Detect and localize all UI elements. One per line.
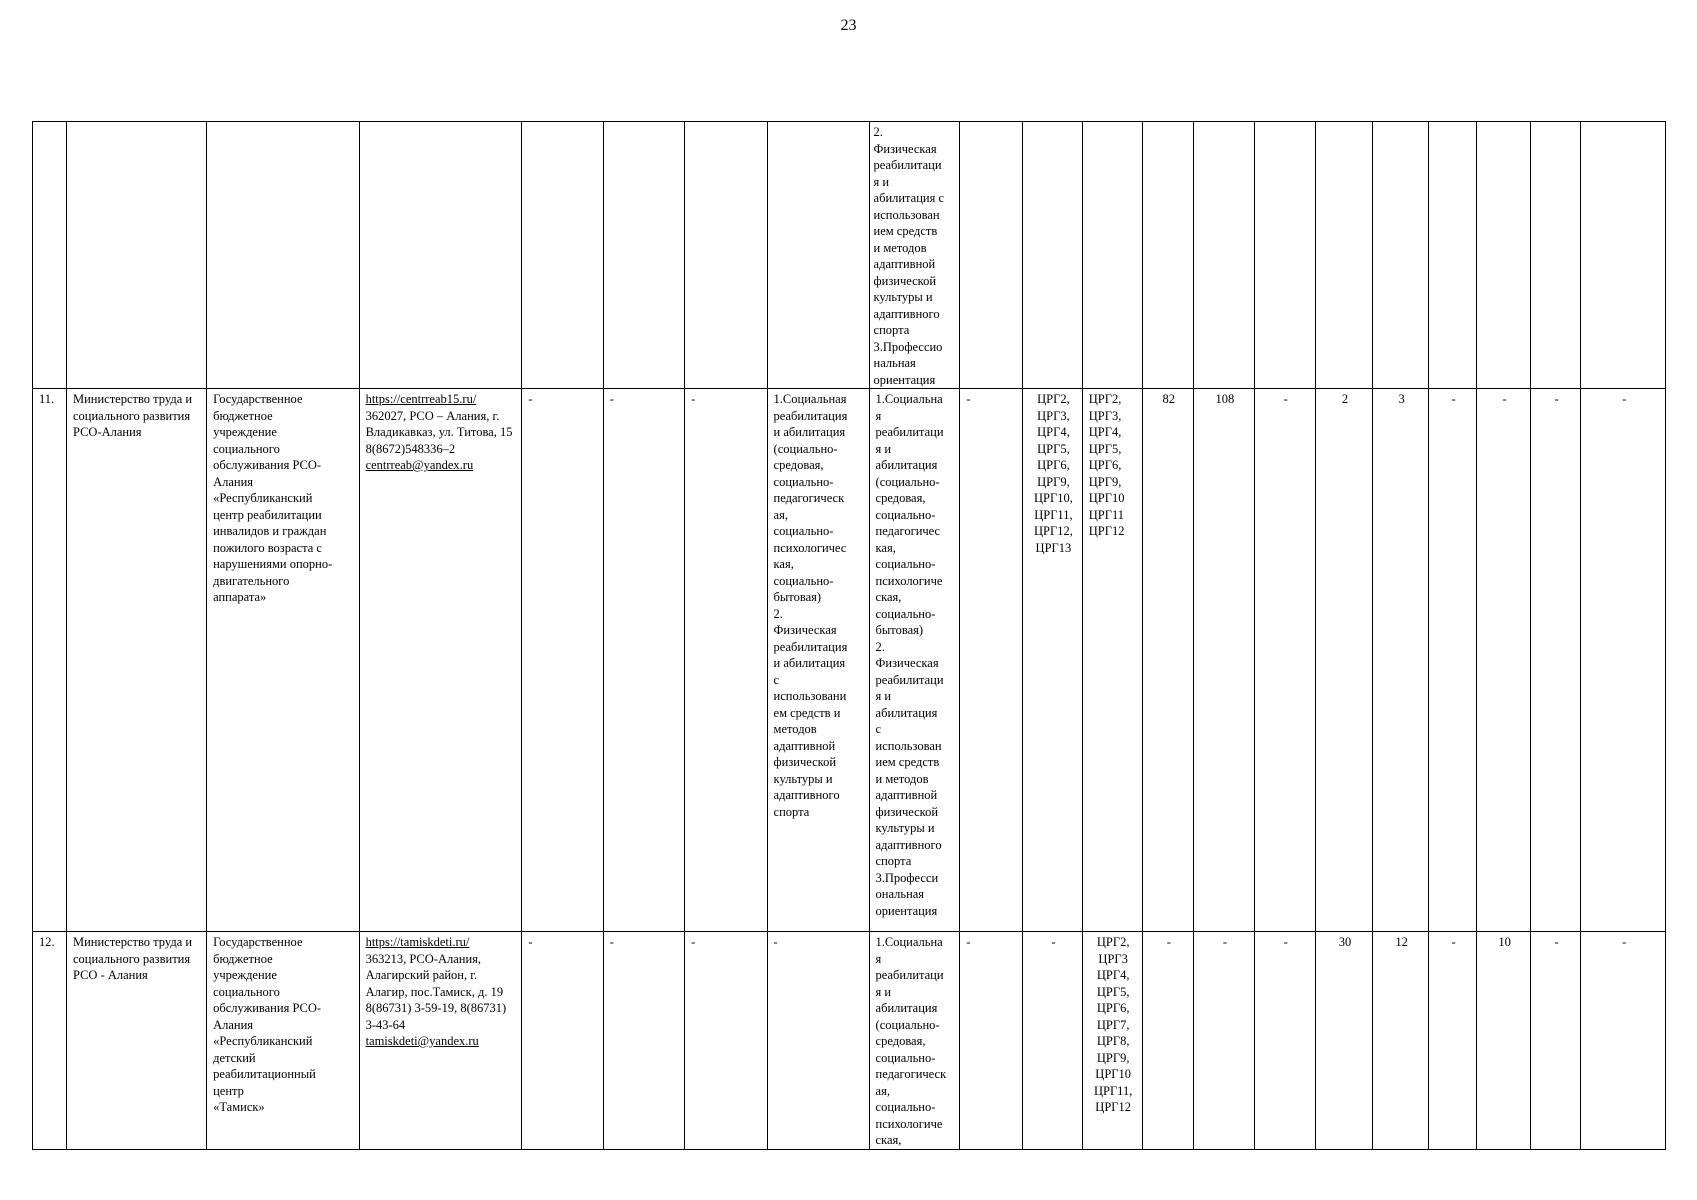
- website-link[interactable]: https://centrreab15.ru/: [365, 392, 477, 406]
- cell-col8: [767, 122, 869, 389]
- cell-col9: 1.Социальна я реабилитаци я и абилитация (социально- средовая, социально- педагогическ ая, социально- психологиче ская,: [869, 932, 960, 1150]
- cell-col18: [1428, 122, 1476, 389]
- email-link[interactable]: centrreab@yandex.ru: [365, 458, 474, 472]
- cell-col15: -: [1254, 932, 1315, 1150]
- cell-col21: -: [1581, 932, 1666, 1150]
- cell-col5: [522, 122, 603, 389]
- cell-col7: [685, 122, 767, 389]
- cell-col14: [1194, 122, 1255, 389]
- cell-ministry: Министерство труда и социального развития РСО-Алания: [66, 389, 206, 932]
- cell-col13: 82: [1142, 389, 1194, 932]
- cell-num: 12.: [33, 932, 67, 1150]
- cell-col11: -: [1023, 932, 1083, 1150]
- cell-col7: -: [685, 932, 767, 1150]
- cell-col17: 3: [1373, 389, 1429, 932]
- cell-institution: Государственное бюджетное учреждение социального обслуживания РСО- Алания «Республиканский детский реабилитационный центр «Тамиск»: [207, 932, 359, 1150]
- cell-col9: 1.Социальна я реабилитаци я и абилитация (социально- средовая, социально- педагогичес кая, социально- психологиче ская, социально- бытовая) 2. Физическая реабилитаци я и абилитация с использован ием средств и методов адаптивной физической культуры и адаптивного спорта 3.Професси ональная ориентация: [869, 389, 960, 932]
- cell-col21: -: [1581, 389, 1666, 932]
- cell-col16: [1315, 122, 1373, 389]
- cell-col16: 30: [1315, 932, 1373, 1150]
- cell-col16: 2: [1315, 389, 1373, 932]
- table-row-continuation: [33, 122, 1666, 389]
- cell-col15: [1254, 122, 1315, 389]
- cell-col8: 1.Социальная реабилитация и абилитация (социально- средовая, социально- педагогическ ая, социально- психологичес кая, социально- бытовая) 2. Физическая реабилитация и абилитация с использовани ем средств и методов адаптивной физической культуры и адаптивного спорта: [767, 389, 869, 932]
- cell-col12: ЦРГ2, ЦРГ3 ЦРГ4, ЦРГ5, ЦРГ6, ЦРГ7, ЦРГ8, ЦРГ9, ЦРГ10 ЦРГ11, ЦРГ12: [1082, 932, 1142, 1150]
- cell-col19: 10: [1477, 932, 1531, 1150]
- cell-col21: [1581, 122, 1666, 389]
- cell-col11: [1023, 122, 1083, 389]
- cell-col6: -: [603, 932, 684, 1150]
- page-number: 23: [840, 17, 857, 34]
- cell-col13: -: [1142, 932, 1194, 1150]
- cell-col6: [603, 122, 684, 389]
- cell-col9: 2. Физическая реабилитаци я и абилитация с использован ием средств и методов адаптивной физической культуры и адаптивного спорта 3.Профессио нальная ориентация: [869, 122, 960, 389]
- data-table: [32, 121, 1666, 1150]
- cell-col10: -: [960, 389, 1023, 932]
- cell-institution: [207, 122, 359, 389]
- cell-col6: -: [603, 389, 684, 932]
- cell-col12: [1082, 122, 1142, 389]
- cell-contacts: [359, 932, 522, 1150]
- website-link[interactable]: https://tamiskdeti.ru/: [365, 935, 470, 949]
- cell-num: 11.: [33, 389, 67, 932]
- cell-col18: -: [1428, 932, 1476, 1150]
- cell-num: [33, 122, 67, 389]
- cell-col17: [1373, 122, 1429, 389]
- cell-col7: -: [685, 389, 767, 932]
- cell-col8: -: [767, 932, 869, 1150]
- cell-col13: [1142, 122, 1194, 389]
- cell-col14: 108: [1194, 389, 1255, 932]
- cell-col10: -: [960, 932, 1023, 1150]
- cell-col14: -: [1194, 932, 1255, 1150]
- cell-col11: ЦРГ2, ЦРГ3, ЦРГ4, ЦРГ5, ЦРГ6, ЦРГ9, ЦРГ10, ЦРГ11, ЦРГ12, ЦРГ13: [1023, 389, 1083, 932]
- table-row: [33, 932, 1666, 1150]
- cell-col10: [960, 122, 1023, 389]
- cell-col20: -: [1530, 389, 1580, 932]
- cell-col15: -: [1254, 389, 1315, 932]
- cell-institution: Государственное бюджетное учреждение социального обслуживания РСО- Алания «Республиканский центр реабилитации инвалидов и граждан пожилого возраста с нарушениями опорно- двигательного аппарата»: [207, 389, 359, 932]
- cell-contacts: [359, 389, 522, 932]
- address-text: 363213, РСО-Алания, Алагирский район, г. Алагир, пос.Тамиск, д. 19 8(86731) 3-59-19, 8(86731) 3-43-64: [365, 951, 507, 1032]
- cell-col20: [1530, 122, 1580, 389]
- cell-col12: ЦРГ2, ЦРГ3, ЦРГ4, ЦРГ5, ЦРГ6, ЦРГ9, ЦРГ10 ЦРГ11 ЦРГ12: [1082, 389, 1142, 932]
- cell-col5: -: [522, 389, 603, 932]
- cell-col17: 12: [1373, 932, 1429, 1150]
- address-text: 362027, РСО – Алания, г. Владикавказ, ул. Титова, 15 8(8672)548336–2: [365, 408, 513, 456]
- cell-col20: -: [1530, 932, 1580, 1150]
- cell-col19: -: [1477, 389, 1531, 932]
- cell-col5: -: [522, 932, 603, 1150]
- cell-ministry: Министерство труда и социального развития РСО - Алания: [66, 932, 206, 1150]
- table-row: [33, 389, 1666, 932]
- cell-col19: [1477, 122, 1531, 389]
- email-link[interactable]: tamiskdeti@yandex.ru: [365, 1034, 479, 1048]
- cell-contacts: [359, 122, 522, 389]
- cell-ministry: [66, 122, 206, 389]
- cell-col18: -: [1428, 389, 1476, 932]
